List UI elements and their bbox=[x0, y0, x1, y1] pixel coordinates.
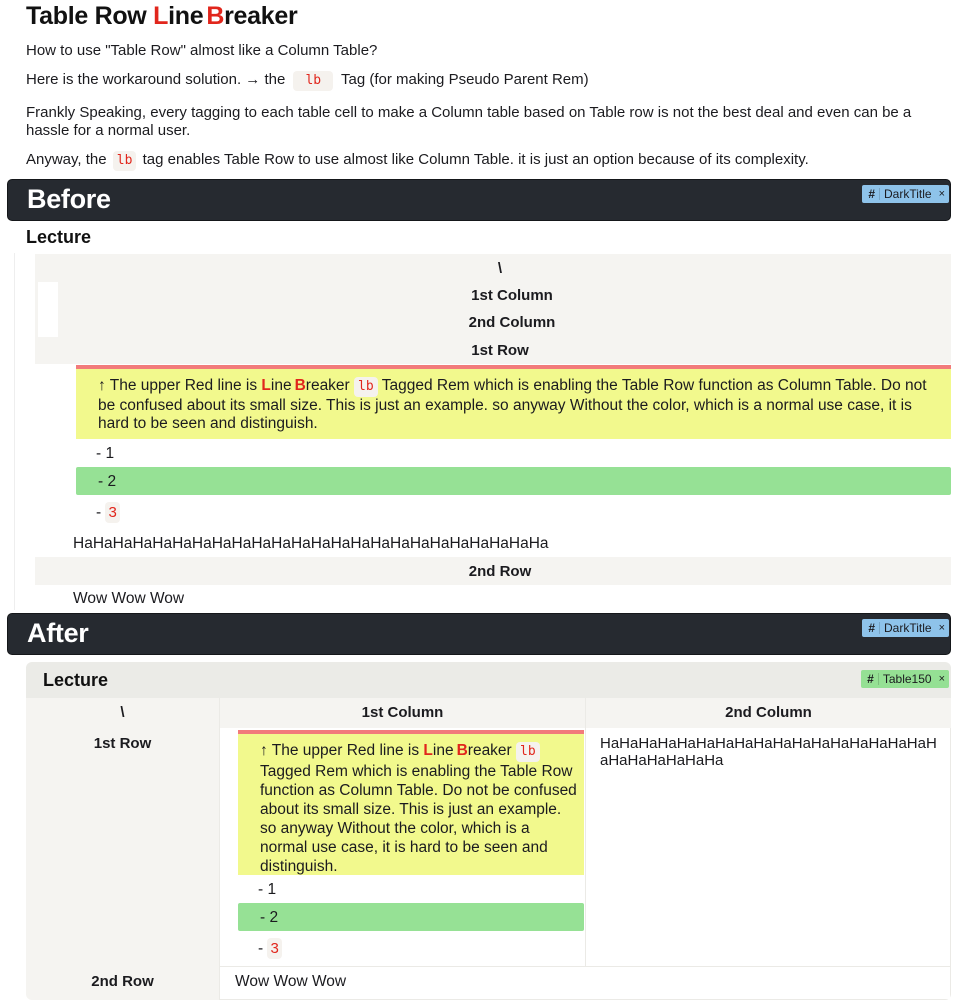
text: reaker bbox=[305, 377, 350, 394]
text: Tag (for making Pseudo Parent Rem) bbox=[337, 71, 589, 88]
after-row1-header: 1st Row bbox=[93, 735, 152, 752]
after-corner-cell: \ bbox=[26, 698, 219, 728]
text: tag enables Table Row to use almost like Column Table. it is just an option because of its complexity. bbox=[138, 151, 809, 168]
before-row2-header: 2nd Row bbox=[468, 563, 532, 580]
item-3-code: 3 bbox=[105, 502, 119, 523]
text: ↑ The upper Red line is bbox=[98, 377, 262, 394]
before-row1-header: 1st Row bbox=[471, 342, 529, 359]
hash-icon: # bbox=[867, 673, 879, 685]
title-reaker: reaker bbox=[224, 2, 298, 30]
title-ine: ine bbox=[168, 2, 204, 30]
close-icon[interactable]: × bbox=[938, 622, 945, 634]
after-col1-header: 1st Column bbox=[220, 698, 585, 728]
hash-icon: # bbox=[868, 622, 880, 634]
item-3-code: 3 bbox=[267, 938, 281, 959]
after-wow-cell: Wow Wow Wow bbox=[235, 973, 347, 990]
close-icon[interactable]: × bbox=[938, 673, 945, 685]
before-list-item-1: - 1 bbox=[96, 445, 115, 462]
title-prefix: Table Row bbox=[26, 2, 154, 30]
text: Here is the workaround solution. → the bbox=[26, 71, 290, 88]
after-lecture-header bbox=[26, 662, 951, 698]
text: ↑ The upper Red line is bbox=[260, 742, 424, 759]
after-list-item-2: - 2 bbox=[260, 909, 279, 926]
before-corner-cell: \ bbox=[497, 260, 503, 277]
before-title: Before bbox=[27, 184, 111, 214]
text: - bbox=[258, 940, 268, 957]
indent-guide bbox=[14, 253, 15, 610]
b-highlight: B bbox=[456, 742, 468, 759]
before-list-item-3 bbox=[96, 504, 120, 522]
before-col2-header: 2nd Column bbox=[468, 314, 556, 331]
tag-label: DarkTitle bbox=[884, 621, 932, 635]
after-list-item-1: - 1 bbox=[258, 881, 277, 898]
tag-label: DarkTitle bbox=[884, 187, 932, 201]
after-haha-cell: HaHaHaHaHaHaHaHaHaHaHaHaHaHaHaHaHaHaHaHaHaHaHaHa bbox=[600, 735, 937, 769]
text: Anyway, the bbox=[26, 151, 111, 168]
before-wow-cell: Wow Wow Wow bbox=[73, 590, 185, 607]
hash-icon: # bbox=[868, 188, 880, 200]
after-dark-title bbox=[7, 613, 951, 655]
close-icon[interactable]: × bbox=[938, 188, 945, 200]
tag-label: Table150 bbox=[882, 672, 932, 686]
before-dark-title bbox=[7, 179, 951, 221]
after-row2-header: 2nd Row bbox=[91, 973, 154, 990]
before-list-item-2: - 2 bbox=[98, 473, 117, 490]
lb-tag-code: lb bbox=[516, 742, 540, 762]
intro-line-2 bbox=[26, 71, 941, 91]
text: reaker bbox=[467, 742, 512, 759]
before-col1-header: 1st Column bbox=[471, 287, 553, 304]
after-note bbox=[238, 734, 584, 875]
darktitle-tag[interactable] bbox=[862, 619, 949, 637]
text: ine bbox=[270, 377, 292, 394]
lb-tag-code: lb bbox=[354, 377, 378, 397]
darktitle-tag[interactable] bbox=[862, 185, 949, 203]
after-lecture-heading: Lecture bbox=[43, 670, 109, 690]
intro-line-1: How to use "Table Row" almost like a Column Table? bbox=[26, 42, 378, 59]
after-list-item-2-highlight bbox=[238, 903, 584, 931]
before-list-item-2-highlight bbox=[76, 467, 951, 495]
after-col2-header: 2nd Column bbox=[586, 698, 951, 728]
column-divider bbox=[950, 728, 951, 1000]
column-divider bbox=[219, 698, 220, 1000]
text: - bbox=[96, 504, 106, 521]
intro-line-4 bbox=[26, 151, 941, 171]
lb-tag-code: lb bbox=[113, 151, 137, 171]
before-haha-cell: HaHaHaHaHaHaHaHaHaHaHaHaHaHaHaHaHaHaHaHaHaHaHaHa bbox=[73, 535, 549, 552]
after-table-card bbox=[26, 662, 951, 1000]
after-list-item-3 bbox=[258, 940, 282, 958]
column-divider bbox=[585, 698, 586, 966]
intro-line-3: Frankly Speaking, every tagging to each table cell to make a Column table based on Table row is not the best deal and even can be a hassle for a normal user. bbox=[26, 104, 912, 139]
before-lecture-heading: Lecture bbox=[26, 227, 92, 247]
after-title: After bbox=[27, 618, 89, 648]
lb-tag-code: lb bbox=[293, 71, 333, 91]
page-title bbox=[26, 2, 297, 31]
l-highlight: L bbox=[261, 377, 271, 394]
text: ine bbox=[432, 742, 454, 759]
text: Tagged Rem which is enabling the Table Row function as Column Table. Do not be confused about its small size. This is just an example. so anyway Without the color, which is a normal use case, it is hard to be seen and distinguish. bbox=[260, 763, 577, 875]
l-highlight: L bbox=[423, 742, 433, 759]
title-l-highlight: L bbox=[153, 2, 169, 30]
title-b-highlight: B bbox=[206, 2, 225, 30]
row-divider bbox=[219, 966, 951, 967]
text: Tagged Rem which is enabling the Table Row function as Column Table. Do not be confused about its small size. This is just an example. so anyway Without the color, which is a normal use case, it is hard to be seen and distinguish. bbox=[98, 377, 927, 432]
before-note bbox=[76, 369, 951, 439]
table150-tag[interactable] bbox=[861, 670, 949, 688]
b-highlight: B bbox=[294, 377, 306, 394]
